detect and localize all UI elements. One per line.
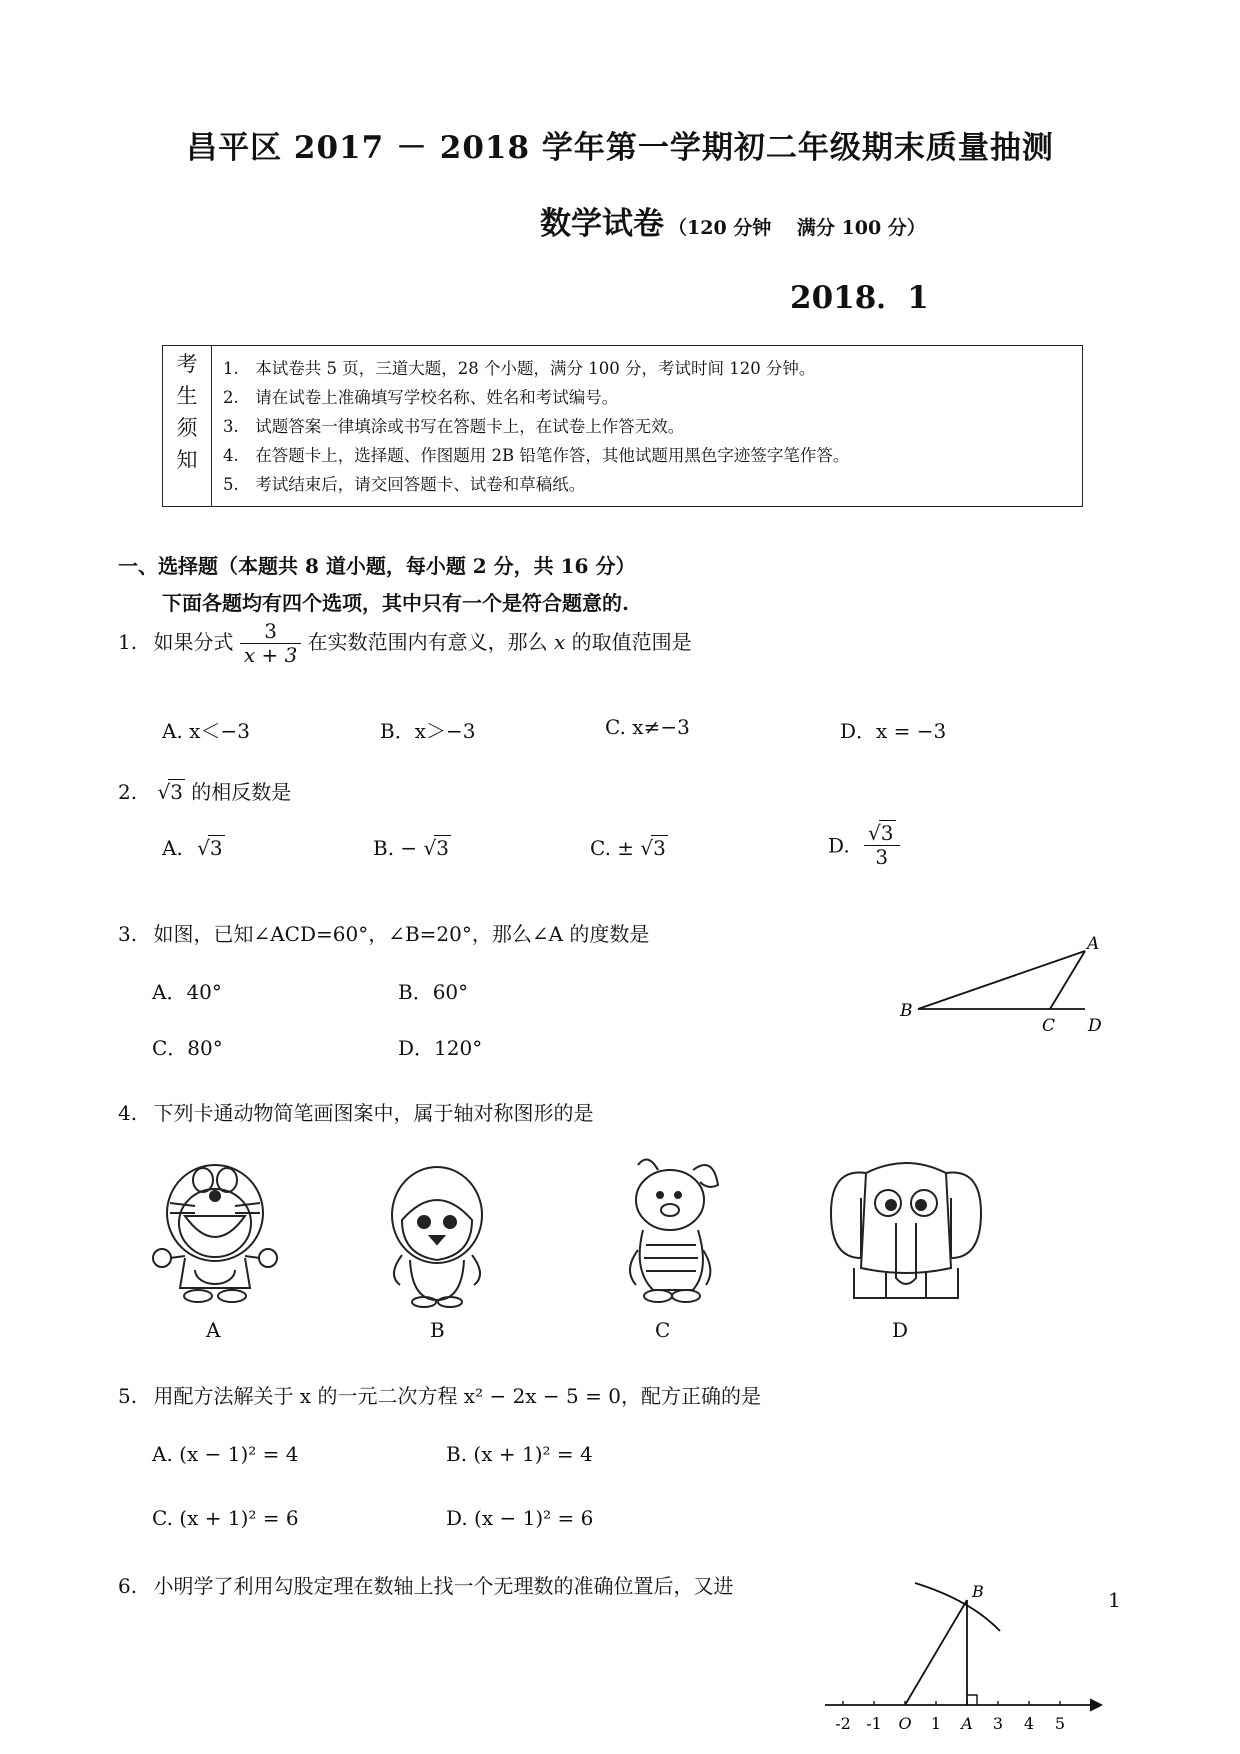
label-b: B	[900, 1001, 913, 1021]
variable: x	[554, 630, 566, 654]
axis-tick-label: 4	[1023, 1714, 1035, 1733]
segment-ob	[905, 1600, 967, 1705]
notice-heading-char: 须	[176, 416, 198, 440]
fraction	[864, 822, 899, 869]
question-text: 下列卡通动物简笔画图案中，属于轴对称图形的是	[153, 1101, 594, 1125]
section-instruction: 下面各题均有四个选项，其中只有一个是符合题意的.	[162, 591, 629, 615]
segment-ba	[918, 951, 1085, 1009]
option-c: C．80°	[152, 1036, 223, 1060]
option-b: B. (x + 1)² = 4	[446, 1442, 593, 1466]
cartoon-robot-cat-image	[150, 1158, 280, 1308]
option-label: C. ±	[590, 836, 635, 860]
question-text: 在实数范围内有意义，那么	[307, 630, 548, 654]
axis-tick-label: 3	[992, 1714, 1004, 1733]
fraction	[240, 620, 301, 667]
question-number: 6.	[118, 1574, 138, 1598]
page-number: 1	[1108, 1588, 1121, 1612]
section-heading: 一、选择题（本题共 8 道小题，每小题 2 分，共 16 分）	[118, 554, 636, 578]
notice-heading-char: 知	[176, 448, 198, 472]
question-2	[118, 776, 291, 805]
radicand: 3	[209, 836, 223, 860]
option-a: A. x＜−3	[162, 719, 250, 743]
question-number: 4.	[118, 1101, 138, 1125]
question-3	[118, 918, 649, 947]
option-b	[373, 836, 451, 860]
picture-label-d: D	[892, 1318, 909, 1342]
radicand: 3	[436, 836, 450, 860]
question-6	[118, 1570, 733, 1599]
question-number: 5.	[118, 1384, 138, 1408]
question-text: 的取值范围是	[571, 630, 692, 654]
axis-tick-label: 5	[1054, 1714, 1066, 1733]
notice-item: 3. 试题答案一律填涂或书写在答题卡上，在试卷上作答无效。	[223, 417, 685, 436]
question-1	[118, 620, 692, 667]
exam-date: 2018．1	[790, 280, 929, 316]
option-label: D.	[828, 833, 850, 858]
number-line-figure	[820, 1575, 1110, 1750]
question-text: 如图，已知∠ACD=60°，∠B=20°，那么∠A 的度数是	[153, 922, 650, 946]
option-a	[162, 836, 225, 860]
option-a: A．40°	[152, 980, 222, 1004]
fraction-denominator: x + 3	[243, 643, 298, 667]
sqrt-expression: √3	[197, 836, 223, 860]
sqrt-expression: √3	[423, 836, 450, 860]
fraction-numerator: √3	[864, 822, 899, 846]
option-b: B．x＞−3	[380, 719, 476, 743]
cartoon-elephant-image	[826, 1158, 986, 1308]
question-text: 如果分式	[153, 630, 234, 654]
exam-meta: （120 分钟 满分 100 分）	[668, 217, 926, 239]
cartoon-piglet-image	[618, 1150, 728, 1310]
picture-label-b: B	[430, 1318, 445, 1342]
notice-item: 4. 在答题卡上，选择题、作图题用 2B 铅笔作答，其他试题用黑色字迹签字笔作答。	[223, 446, 850, 465]
notice-heading	[163, 346, 212, 506]
question-text: 小明学了利用勾股定理在数轴上找一个无理数的准确位置后，又进	[153, 1574, 734, 1598]
question-4	[118, 1097, 593, 1126]
option-d: D．120°	[398, 1036, 483, 1060]
option-c	[590, 836, 668, 860]
label-c: C	[1042, 1016, 1056, 1035]
notice-item: 1. 本试卷共 5 页，三道大题，28 个小题，满分 100 分，考试时间 120 分钟。	[223, 359, 816, 378]
notice-heading-char: 生	[176, 384, 198, 408]
notice-box	[162, 345, 1083, 507]
question-5	[118, 1380, 761, 1409]
question-number: 2.	[118, 780, 138, 804]
sqrt-expression: √3	[157, 780, 183, 804]
notice-item: 2. 请在试卷上准确填写学校名称、姓名和考试编号。	[223, 388, 619, 407]
question-text: 用配方法解关于 x 的一元二次方程 x² − 2x − 5 = 0，配方正确的是	[153, 1384, 761, 1408]
cartoon-penguin-image	[382, 1160, 492, 1310]
axis-tick-label: O	[898, 1714, 912, 1733]
option-c: C. x≠−3	[605, 715, 690, 739]
label-a: A	[1087, 935, 1100, 954]
arc	[915, 1583, 1000, 1631]
axis-arrow-icon	[1090, 1699, 1102, 1711]
axis-tick-label: -2	[835, 1714, 851, 1733]
triangle-figure	[880, 935, 1120, 1035]
sqrt-expression: √3	[640, 836, 666, 860]
option-d	[828, 822, 900, 869]
option-a: A. (x − 1)² = 4	[152, 1442, 299, 1466]
axis-tick-label: A	[961, 1714, 973, 1733]
option-label: A.	[162, 836, 183, 860]
radicand: 3	[170, 780, 183, 804]
question-text: 的相反数是	[191, 780, 292, 804]
picture-label-a: A	[206, 1318, 221, 1342]
option-label: B. −	[373, 836, 418, 860]
label-d: D	[1088, 1016, 1102, 1035]
exam-title: 昌平区 2017 － 2018 学年第一学期初二年级期末质量抽测	[186, 130, 1054, 166]
right-angle-mark	[967, 1695, 977, 1705]
notice-heading-char: 考	[176, 352, 198, 376]
notice-item: 5. 考试结束后，请交回答题卡、试卷和草稿纸。	[223, 475, 586, 494]
option-d: D．x = −3	[840, 719, 947, 743]
label-b: B	[972, 1582, 984, 1601]
picture-label-c: C	[655, 1318, 671, 1342]
radicand: 3	[653, 836, 666, 860]
exam-subtitle	[540, 198, 926, 243]
fraction-denominator: 3	[875, 845, 889, 869]
subject-label: 数学试卷	[540, 206, 664, 242]
question-number: 3.	[118, 922, 138, 946]
option-d: D. (x − 1)² = 6	[446, 1506, 594, 1530]
question-number: 1.	[118, 630, 138, 654]
fraction-numerator: 3	[240, 620, 301, 644]
radicand: 3	[880, 821, 894, 845]
option-b: B．60°	[398, 980, 469, 1004]
option-c: C. (x + 1)² = 6	[152, 1506, 299, 1530]
segment-ca	[1050, 951, 1085, 1009]
axis-tick-label: -1	[866, 1714, 882, 1733]
axis-tick-label: 1	[930, 1714, 942, 1733]
